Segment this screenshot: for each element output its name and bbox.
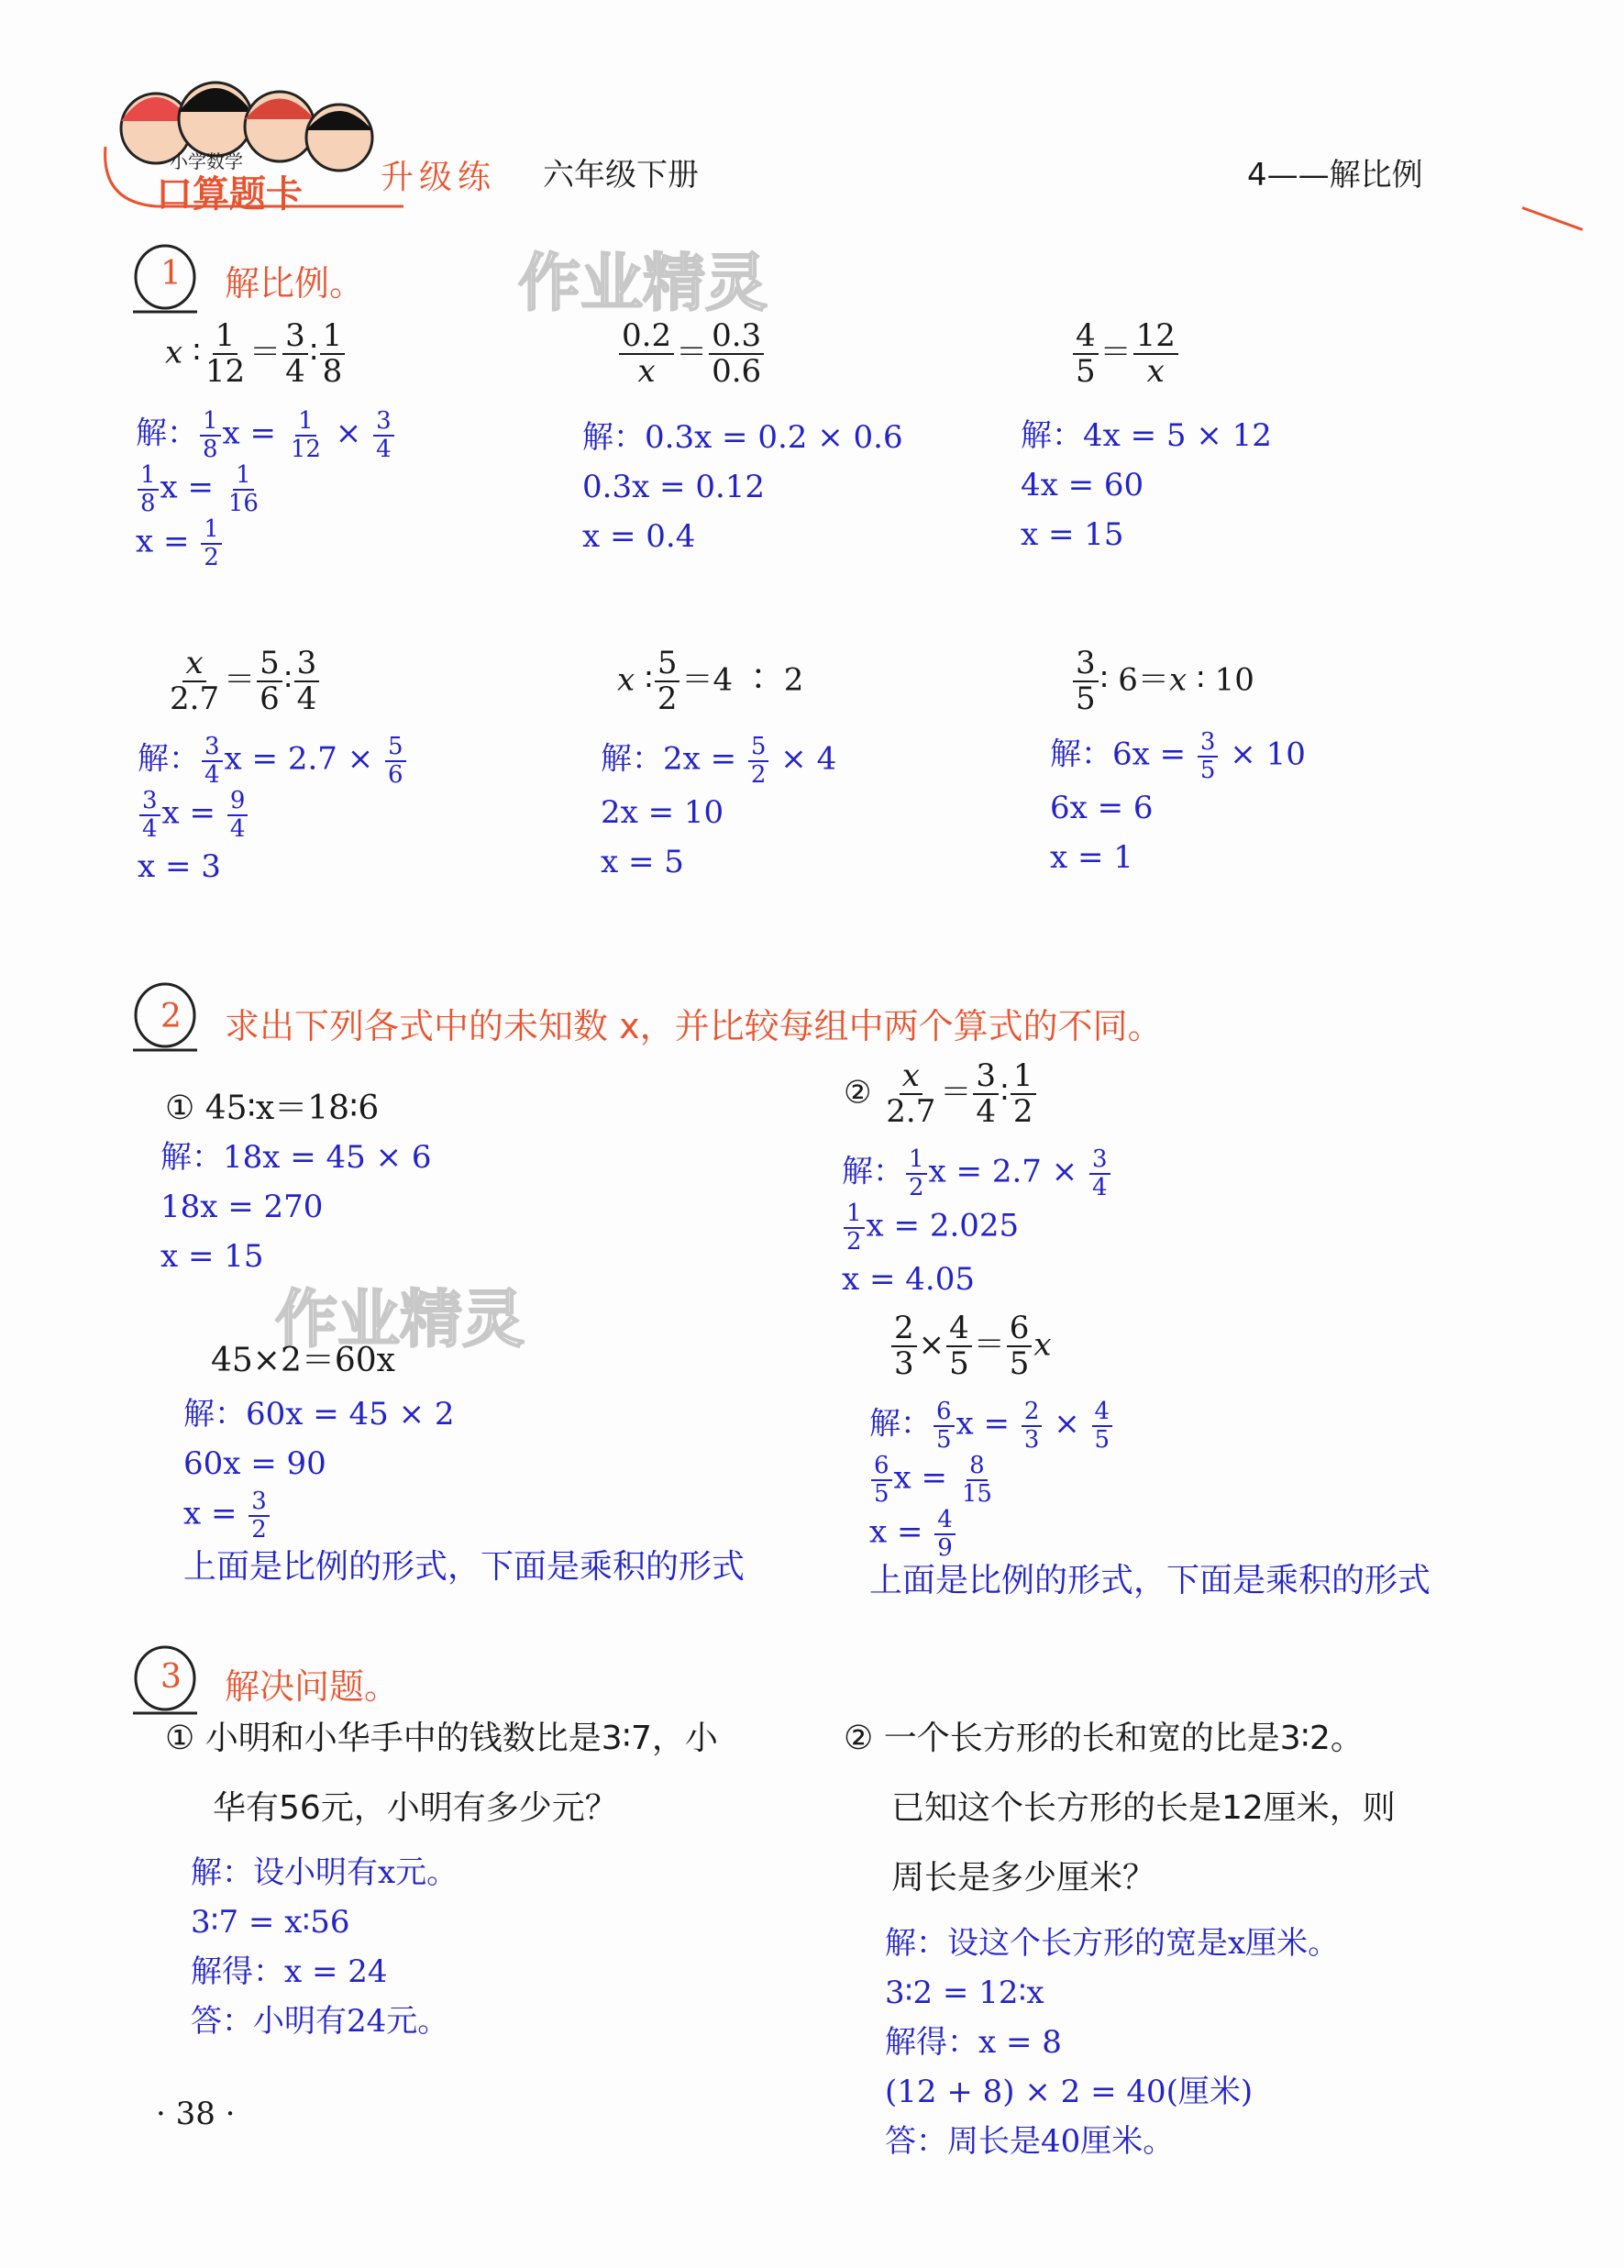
logo-title: 口算题卡 (156, 173, 303, 216)
p1b-question: $\frac{0.2}{x}$ ＝ $\frac{0.3}{0.6}$ (617, 319, 766, 390)
p1e-question: x ∶ $\frac{5}{2}$ ＝4 ∶ 2 (617, 645, 804, 718)
p3-q1-answer: 解：设小明有x元。 3∶7 = x∶56 解得：x = 24 答：小明有24元。 (191, 1854, 458, 2040)
p3-q2-text: ② 一个长方形的长和宽的比是3∶2。 已知这个长方形的长是12厘米，则 周长是多少厘米？ (844, 1720, 1396, 1897)
p2-right-comparison: 上面是比例的形式，下面是乘积的形式 (869, 1562, 1431, 1599)
p1a-answer: 解： $\frac{1}{8}$ x = $\frac{1}{12}$ × $\frac{3}{4}$ $\frac{1}{8}$ x = $\frac{1}{16}$ x = $\frac{1}{2}$ (136, 408, 396, 571)
p2-q1-answer: 解：18x = 45 × 6 18x = 270 x = 15 (160, 1139, 432, 1275)
p1b-answer: 解：0.3x = 0.2 × 0.6 0.3x = 0.12 x = 0.4 (582, 419, 903, 555)
section-2-title: 求出下列各式中的未知数 x，并比较每组中两个算式的不同。 (225, 1006, 1163, 1046)
section-1-title: 解比例。 (225, 263, 365, 304)
series-label: 升级练 (381, 159, 497, 196)
grade-label: 六年级下册 (543, 157, 699, 194)
p2-q2: ② $\frac{x}{2.7}$ ＝ $\frac{3}{4}$ ∶ $\frac{1}{2}$ (844, 1059, 1038, 1130)
section-3-number: 3 (160, 1658, 182, 1696)
p2-q2-answer: 解： $\frac{1}{2}$ x = 2.7 × $\frac{3}{4}$ $\frac{1}{2}$ x = 2.025 x = 4.05 (842, 1146, 1112, 1304)
logo-subtitle: 小学数学 (170, 150, 243, 172)
header-line-end (1521, 206, 1583, 231)
p2-q2-product: $\frac{2}{3}$ × $\frac{4}{5}$ ＝ $\frac{6}{5}$ x (889, 1311, 1052, 1382)
watermark: 作业精灵 (275, 1284, 525, 1356)
section-3-title: 解决问题。 (225, 1666, 400, 1707)
p2-q1-product-answer: 解：60x = 45 × 2 60x = 90 x = $\frac{3}{2}$ (183, 1396, 455, 1543)
p1d-answer: 解： $\frac{3}{4}$ x = 2.7 × $\frac{5}{6}$ $\frac{3}{4}$ x = $\frac{9}{4}$ x = 3 (138, 734, 408, 891)
p1f-question: $\frac{3}{5}$ ∶ 6＝x ∶ 10 (1071, 647, 1254, 717)
p1f-answer: 解：6x = $\frac{3}{5}$ × 10 6x = 6 x = 1 (1050, 728, 1306, 877)
watermark: 作业精灵 (518, 248, 768, 320)
p3-q2-answer: 解：设这个长方形的宽是x厘米。 3∶2 = 12∶x 解得：x = 8 (12 + 8) × 2 = 40(厘米) 答：周长是40厘米。 (885, 1925, 1340, 2160)
chapter-label: 4——解比例 (1247, 157, 1423, 194)
p1c-answer: 解：4x = 5 × 12 4x = 60 x = 15 (1021, 417, 1272, 553)
p1c-question: $\frac{4}{5}$ ＝ $\frac{12}{x}$ (1071, 319, 1180, 390)
p1e-answer: 解：2x = $\frac{5}{2}$ × 4 2x = 10 x = 5 (601, 733, 837, 881)
p2-q2-product-answer: 解： $\frac{6}{5}$ x = $\frac{2}{3}$ × $\frac{4}{5}$ $\frac{6}{5}$ x = $\frac{8}{15}$ x = $\frac{4}{9}$ (869, 1399, 1114, 1562)
page-number: · 38 · (156, 2096, 236, 2132)
p1a-question: x ∶ $\frac{1}{12}$ ＝ $\frac{3}{4}$ ∶ $\frac{1}{8}$ (165, 319, 347, 390)
p2-q1-product: 45×2＝60x (211, 1342, 395, 1379)
p2-q1: ① 45∶x＝18∶6 (165, 1090, 380, 1127)
section-1-number: 1 (160, 255, 182, 293)
p3-q1-text: ① 小明和小华手中的钱数比是3∶7，小 华有56元，小明有多少元？ (165, 1720, 718, 1827)
p2-left-comparison: 上面是比例的形式，下面是乘积的形式 (183, 1548, 746, 1586)
p1d-question: $\frac{x}{2.7}$ ＝ $\frac{5}{6}$ ∶ $\frac{3}{4}$ (165, 647, 321, 717)
section-2-number: 2 (160, 998, 182, 1035)
